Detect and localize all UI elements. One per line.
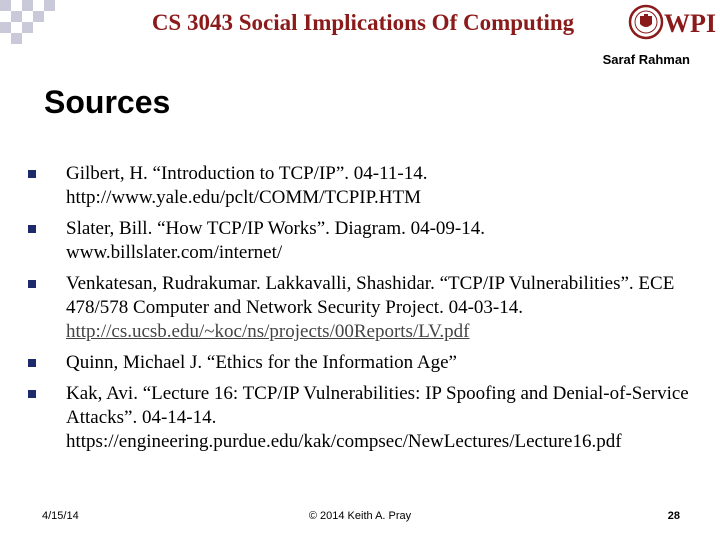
slide-title: Sources (44, 84, 171, 120)
logo-text: WPI (664, 9, 716, 38)
square-bullet-icon (28, 359, 36, 367)
wpi-logo (628, 2, 716, 42)
source-text: Venkatesan, Rudrakumar. Lakkavalli, Shashidar. “TCP/IP Vulnerabilities”. ECE 478/578 Computer and Network Security Project. 04-03-14. (66, 273, 675, 318)
source-item (24, 272, 696, 344)
footer-date: 4/15/14 (42, 510, 79, 522)
source-item (24, 382, 696, 454)
sources-list (24, 162, 696, 461)
source-text: Gilbert, H. “Introduction to TCP/IP”. 04-11-14. http://www.yale.edu/pclt/COMM/TCPIP.HTM (66, 163, 428, 208)
checker-decoration (0, 0, 72, 44)
square-bullet-icon (28, 170, 36, 178)
square-bullet-icon (28, 390, 36, 398)
square-bullet-icon (28, 280, 36, 288)
source-item (24, 217, 696, 265)
course-title: CS 3043 Social Implications Of Computing (151, 10, 575, 35)
square-bullet-icon (28, 225, 36, 233)
page-number: 28 (667, 510, 680, 522)
source-text: Quinn, Michael J. “Ethics for the Information Age” (66, 352, 457, 373)
author-name: Saraf Rahman (602, 52, 690, 67)
source-item (24, 162, 696, 210)
source-text: Slater, Bill. “How TCP/IP Works”. Diagram. 04-09-14. www.billslater.com/internet/ (66, 218, 486, 263)
source-text: Kak, Avi. “Lecture 16: TCP/IP Vulnerabilities: IP Spoofing and Denial-of-Service Attacks”. 04-14-14. https://engineering.purdue.edu/kak/compsec/NewLectures/Lecture16.pdf (66, 383, 689, 452)
source-item (24, 351, 696, 375)
footer-copyright: © 2014 Keith A. Pray (308, 510, 412, 522)
source-link[interactable]: http://cs.ucsb.edu/~koc/ns/projects/00Reports/LV.pdf (66, 321, 470, 342)
